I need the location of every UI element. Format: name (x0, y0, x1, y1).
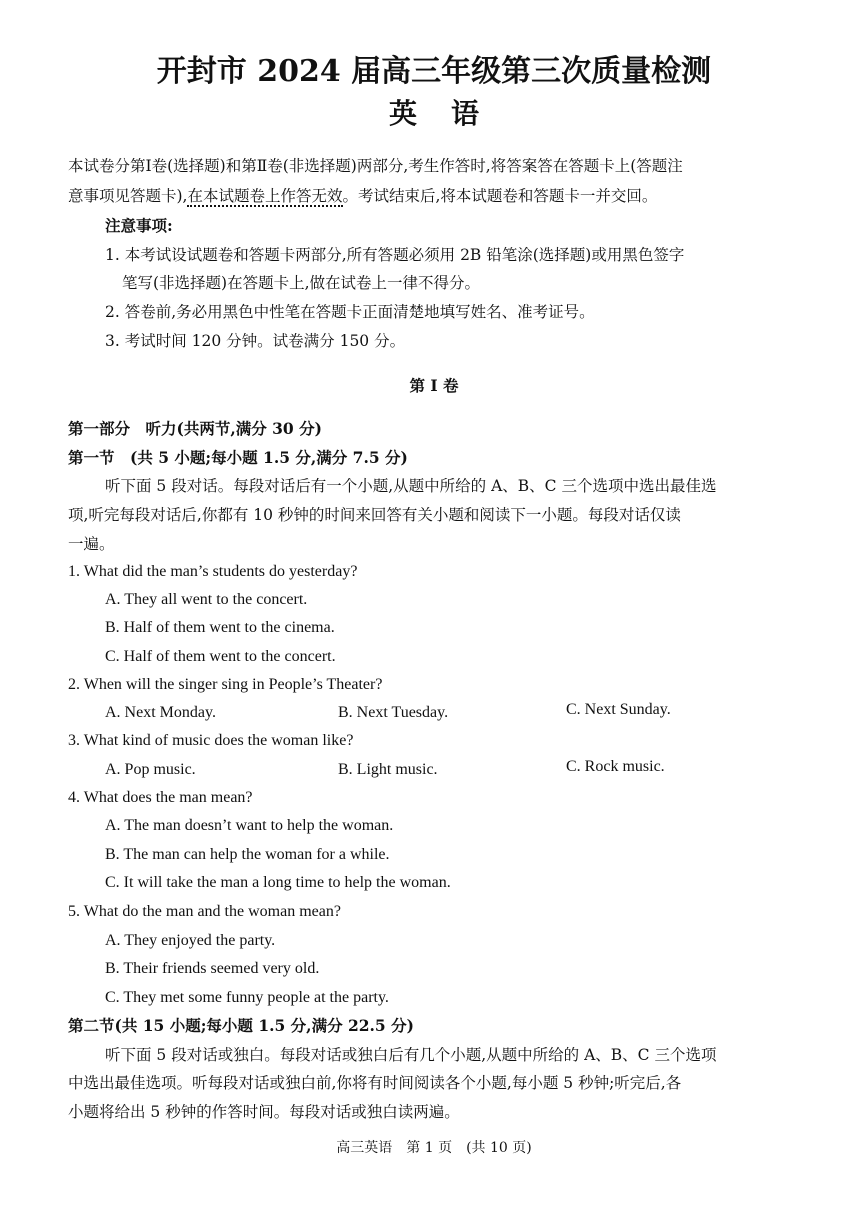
question-3-stem: 3. What kind of music does the woman like? (68, 732, 354, 749)
question-5-option-a: A. They enjoyed the party. (105, 932, 276, 949)
question-4-option-c: C. It will take the man a long time to help the woman. (105, 874, 451, 891)
notice-heading: 注意事项: (105, 216, 173, 235)
section2-heading: 第二节(共 15 小题;每小题 1.5 分,满分 22.5 分) (68, 1016, 414, 1035)
section2-instruction-2: 中选出最佳选项。听每段对话或独白前,你将有时间阅读各个小题,每小题 5 秒钟;听完后,各 (68, 1074, 682, 1092)
notice-item-1-line-2: 笔写(非选择题)在答题卡上,做在试卷上一律不得分。 (122, 274, 481, 292)
question-3-option-a: A. Pop music. (105, 761, 196, 778)
question-3-option-b: B. Light music. (338, 761, 438, 778)
question-2-stem: 2. When will the singer sing in People’s Theater? (68, 676, 383, 693)
section2-instruction-3: 小题将给出 5 秒钟的作答时间。每段对话或独白读两遍。 (68, 1103, 460, 1121)
section1-instruction-2: 项,听完每段对话后,你都有 10 秒钟的时间来回答有关小题和阅读下一小题。每段对话仅读 (68, 506, 681, 524)
question-1-option-c: C. Half of them went to the concert. (105, 648, 336, 665)
question-3-option-c: C. Rock music. (566, 758, 665, 775)
question-4-option-b: B. The man can help the woman for a while. (105, 846, 390, 863)
question-2-option-a: A. Next Monday. (105, 704, 216, 721)
notice-item-3: 3. 考试时间 120 分钟。试卷满分 150 分。 (105, 332, 406, 350)
question-5-stem: 5. What do the man and the woman mean? (68, 903, 341, 920)
question-4-stem: 4. What does the man mean? (68, 789, 253, 806)
intro-line-2-a: 意事项见答题卡), (68, 187, 188, 205)
notice-item-2: 2. 答卷前,务必用黑色中性笔在答题卡正面清楚地填写姓名、准考证号。 (105, 303, 595, 321)
exam-subject: 英语 (388, 97, 513, 130)
notice-item-1-line-1: 1. 本考试设试题卷和答题卡两部分,所有答题必须用 2B 铅笔涂(选择题)或用黑色签字 (105, 246, 685, 264)
intro-line-2-b: 。考试结束后,将本试题卷和答题卡一并交回。 (342, 187, 658, 205)
question-4-option-a: A. The man doesn’t want to help the woman. (105, 817, 394, 834)
section2-instruction-1: 听下面 5 段对话或独白。每段对话或独白后有几个小题,从题中所给的 A、B、C 三个选项 (105, 1046, 717, 1064)
volume-heading: 第 I 卷 (409, 376, 459, 395)
part1-heading: 第一部分 听力(共两节,满分 30 分) (68, 419, 322, 438)
intro-line-2 (68, 186, 657, 206)
question-1-stem: 1. What did the man’s students do yesterday? (68, 563, 358, 580)
intro-line-1: 本试卷分第Ⅰ卷(选择题)和第Ⅱ卷(非选择题)两部分,考生作答时,将答案答在答题卡上(答题注 (68, 157, 683, 175)
section1-instruction-3: 一遍。 (68, 535, 115, 553)
question-5-option-b: B. Their friends seemed very old. (105, 960, 320, 977)
section1-heading: 第一节 (共 5 小题;每小题 1.5 分,满分 7.5 分) (68, 448, 408, 467)
question-1-option-b: B. Half of them went to the cinema. (105, 619, 335, 636)
intro-emphasis: 在本试题卷上作答无效 (187, 187, 343, 205)
exam-title: 开封市 2024 届高三年级第三次质量检测 (156, 54, 712, 89)
question-1-option-a: A. They all went to the concert. (105, 591, 308, 608)
question-2-option-b: B. Next Tuesday. (338, 704, 449, 721)
section1-instruction-1: 听下面 5 段对话。每段对话后有一个小题,从题中所给的 A、B、C 三个选项中选出最佳选 (105, 477, 717, 495)
question-5-option-c: C. They met some funny people at the party. (105, 989, 389, 1006)
page-footer: 高三英语 第 1 页 (共 10 页) (336, 1140, 532, 1156)
question-2-option-c: C. Next Sunday. (566, 701, 671, 718)
